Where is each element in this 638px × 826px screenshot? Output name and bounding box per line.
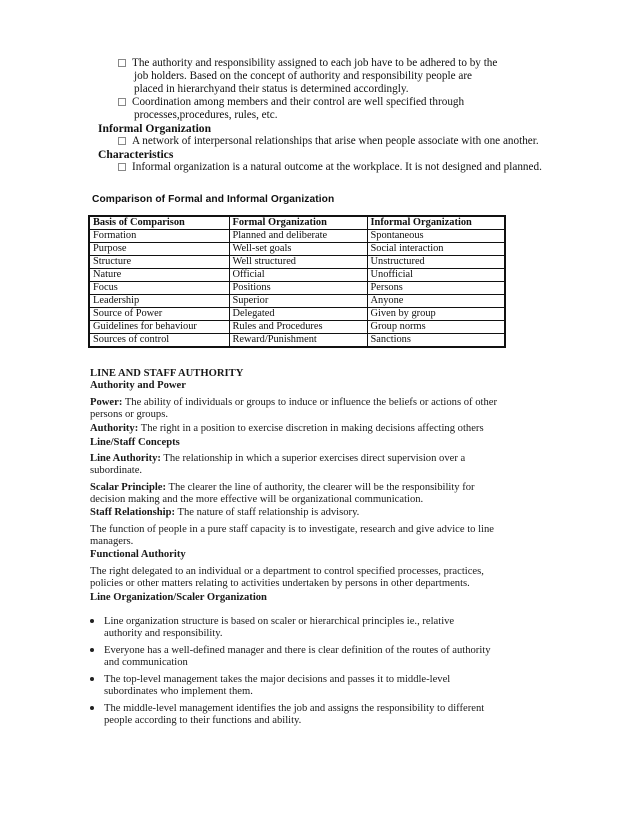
table-cell: Purpose	[89, 243, 229, 256]
term-label: Power:	[90, 397, 123, 408]
checkbox-glyph-icon	[118, 98, 126, 106]
subheading-authority-power: Authority and Power	[90, 380, 186, 391]
header-cell: Informal Organization	[367, 216, 505, 230]
table-cell: Source of Power	[89, 308, 229, 321]
heading-informal-organization: Informal Organization	[98, 122, 212, 135]
term-label: Line Authority:	[90, 453, 161, 464]
table-cell: Guidelines for behaviour	[89, 321, 229, 334]
bullet-text: The authority and responsibility assigned to each job have to be adhered to by the	[132, 57, 498, 69]
table-row	[89, 282, 505, 295]
functional-authority-line: policies or other matters relating to activities undertaken by persons in other departments.	[90, 578, 470, 589]
term-label: Authority:	[90, 423, 139, 434]
checkbox-glyph-icon	[118, 59, 126, 67]
term-label: Staff Relationship:	[90, 507, 176, 518]
table-cell: Delegated	[229, 308, 367, 321]
power-definition-line: persons or groups.	[90, 409, 168, 420]
bullet-text: Informal organization is a natural outcome at the workplace. It is not designed and planned.	[132, 161, 542, 173]
table-cell: Sources of control	[89, 334, 229, 348]
bullet-dot-icon	[90, 648, 94, 652]
header-cell: Formal Organization	[229, 216, 367, 230]
list-item-text: and communication	[104, 657, 188, 668]
subheading-line-staff: Line/Staff Concepts	[90, 437, 180, 448]
line-authority-line: subordinate.	[90, 465, 143, 476]
table-cell: Persons	[367, 282, 505, 295]
term-label: Scalar Principle:	[90, 482, 167, 493]
table-cell: Social interaction	[367, 243, 505, 256]
bullet-informal	[118, 135, 539, 148]
section-title: LINE AND STAFF AUTHORITY	[90, 368, 244, 379]
table-cell: Positions	[229, 282, 367, 295]
list-item-text: The top-level management takes the major decisions and passes it to middle-level	[104, 674, 451, 685]
table-cell: Planned and deliberate	[229, 230, 367, 243]
list-item-text: subordinates who implement them.	[104, 686, 253, 697]
bullet-dot-icon	[90, 619, 94, 623]
table-cell: Anyone	[367, 295, 505, 308]
header-cell: Basis of Comparison	[89, 216, 229, 230]
list-item-text: Everyone has a well-defined manager and there is clear definition of the routes of authority	[104, 645, 491, 656]
bullet-characteristics	[118, 161, 542, 174]
bullet-dot-icon	[90, 706, 94, 710]
scalar-principle-line: decision making and the more effective will be organizational communication.	[90, 494, 424, 505]
table-row	[89, 230, 505, 243]
table-cell: Spontaneous	[367, 230, 505, 243]
table-cell: Well-set goals	[229, 243, 367, 256]
table-cell: Nature	[89, 269, 229, 282]
table-cell: Group norms	[367, 321, 505, 334]
term-text: The right in a position to exercise discretion in making decisions affecting others	[138, 423, 484, 434]
list-item-text: people according to their functions and ability.	[104, 715, 302, 726]
bullet-authority	[118, 57, 497, 70]
list-item-text: Line organization structure is based on scaler or hierarchical principles ie., relative	[104, 616, 455, 627]
table-row	[89, 321, 505, 334]
table-row	[89, 243, 505, 256]
table-cell: Rules and Procedures	[229, 321, 367, 334]
functional-authority-text: The right delegated to an individual or a department to control specified processes, practices,	[90, 566, 484, 577]
table-cell: Superior	[229, 295, 367, 308]
table-cell: Given by group	[367, 308, 505, 321]
subheading-line-organization: Line Organization/Scaler Organization	[90, 592, 267, 603]
table-cell: Unstructured	[367, 256, 505, 269]
heading-characteristics: Characteristics	[98, 148, 174, 161]
checkbox-glyph-icon	[118, 163, 126, 171]
bullet-text-line: processes,procedures, rules, etc.	[134, 109, 278, 121]
bullet-dot-icon	[90, 677, 94, 681]
table-row	[89, 295, 505, 308]
bullet-text: A network of interpersonal relationships that arise when people associate with one another.	[132, 135, 539, 147]
bullet-coordination	[118, 96, 464, 109]
staff-function-text: The function of people in a pure staff capacity is to investigate, research and give advice to line	[90, 524, 494, 535]
term-text: The clearer the line of authority, the clearer will be the responsibility for	[166, 482, 475, 493]
staff-function-line: managers.	[90, 536, 134, 547]
authority-definition	[90, 423, 510, 435]
table-header-row	[89, 216, 505, 230]
table-row	[89, 256, 505, 269]
table-cell: Formation	[89, 230, 229, 243]
table-cell: Well structured	[229, 256, 367, 269]
table-cell: Reward/Punishment	[229, 334, 367, 348]
bullet-text-line: placed in hierarchyand their status is determined accordingly.	[134, 83, 409, 95]
table-cell: Official	[229, 269, 367, 282]
list-item-text: The middle-level management identifies the job and assigns the responsibility to different	[104, 703, 485, 714]
table-cell: Sanctions	[367, 334, 505, 348]
line-authority-definition	[90, 453, 510, 465]
power-definition	[90, 397, 510, 409]
table-row	[89, 269, 505, 282]
table-cell: Focus	[89, 282, 229, 295]
list-item-text: authority and responsibility.	[104, 628, 223, 639]
table-cell: Structure	[89, 256, 229, 269]
staff-relationship-definition	[90, 507, 510, 519]
bullet-text-line: job holders. Based on the concept of authority and responsibility people are	[134, 70, 473, 82]
table-row	[89, 334, 505, 348]
scalar-principle-definition	[90, 482, 510, 494]
comparison-table	[88, 215, 506, 348]
bullet-text: Coordination among members and their control are well specified through	[132, 96, 465, 108]
term-text: The nature of staff relationship is advisory.	[175, 507, 360, 518]
term-text: The relationship in which a superior exercises direct supervision over a	[160, 453, 466, 464]
table-row	[89, 308, 505, 321]
table-cell: Unofficial	[367, 269, 505, 282]
table-cell: Leadership	[89, 295, 229, 308]
checkbox-glyph-icon	[118, 137, 126, 145]
table-caption: Comparison of Formal and Informal Organization	[92, 194, 335, 205]
subheading-functional-authority: Functional Authority	[90, 549, 186, 560]
term-text: The ability of individuals or groups to induce or influence the beliefs or actions of other	[122, 397, 497, 408]
